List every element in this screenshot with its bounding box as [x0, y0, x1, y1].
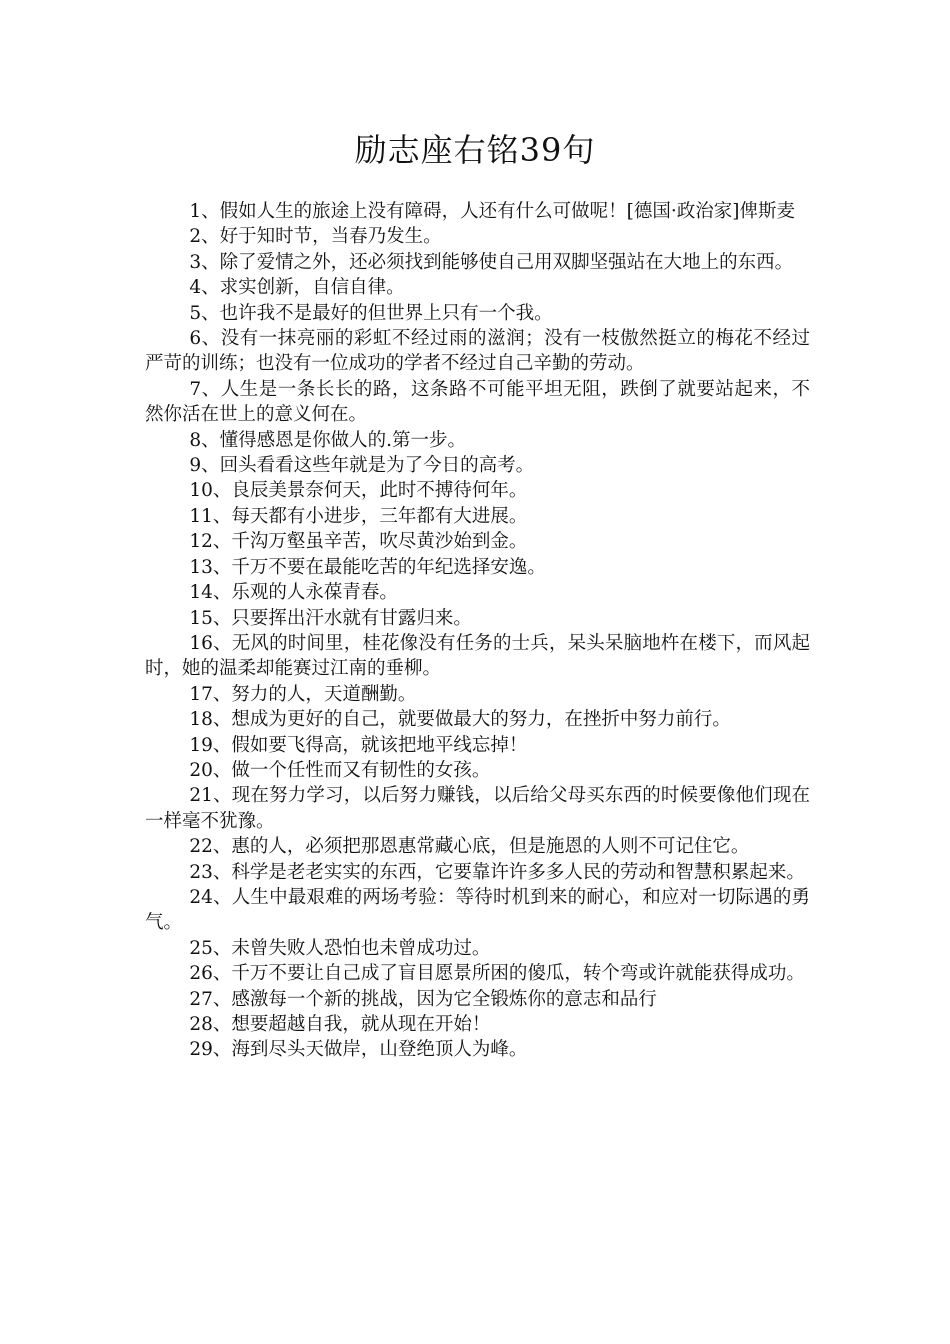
quote-item: 21、现在努力学习，以后努力赚钱，以后给父母买东西的时候要像他们现在一样毫不犹豫。	[145, 785, 810, 832]
quote-item: 28、想要超越自我，就从现在开始！	[189, 1014, 491, 1035]
quote-list	[145, 199, 810, 1063]
quote-item: 29、海到尽头天做岸，山登绝顶人为峰。	[189, 1039, 528, 1061]
quote-item: 7、人生是一条长长的路，这条路不可能平坦无阻，跌倒了就要站起来，不然你活在世上的意义何在。	[145, 378, 810, 426]
quote-item: 9、回头看看这些年就是为了今日的高考。	[189, 455, 535, 477]
quote-item: 11、每天都有小进步，三年都有大进展。	[189, 505, 528, 527]
quote-item: 8、懂得感恩是你做人的.第一步。	[189, 429, 467, 451]
quote-item: 15、只要挥出汗水就有甘露归来。	[189, 607, 472, 629]
quote-item: 12、千沟万壑虽辛苦，吹尽黄沙始到金。	[189, 531, 528, 553]
quote-item: 17、努力的人，天道酬勤。	[189, 683, 417, 705]
quote-item: 16、无风的时间里，桂花像没有任务的士兵，呆头呆脑地杵在楼下，而风起时，她的温柔却能赛过江南的垂柳。	[145, 632, 810, 680]
quote-item: 19、假如要飞得高，就该把地平线忘掉！	[189, 734, 528, 756]
quote-item: 22、惠的人，必须把那恩惠常藏心底，但是施恩的人则不可记住它。	[189, 836, 750, 858]
quote-item: 23、科学是老老实实的东西，它要靠许许多多人民的劳动和智慧积累起来。	[189, 861, 805, 883]
quote-item: 24、人生中最艰难的两场考验：等待时机到来的耐心，和应对一切际遇的勇气。	[145, 886, 810, 934]
quote-item: 6、没有一抹亮丽的彩虹不经过雨的滋润；没有一枝傲然挺立的梅花不经过严苛的训练；也没有一位成功的学者不经过自己辛勤的劳动。	[145, 328, 810, 375]
quote-item: 3、除了爱情之外，还必须找到能够使自己用双脚坚强站在大地上的东西。	[189, 251, 794, 273]
quote-item: 5、也许我不是最好的但世界上只有一个我。	[189, 302, 553, 324]
quote-item: 26、千万不要让自己成了盲目愿景所困的傻瓜，转个弯或许就能获得成功。	[189, 963, 805, 985]
quote-item: 4、求实创新，自信自律。	[189, 277, 405, 299]
quote-item: 18、想成为更好的自己，就要做最大的努力，在挫折中努力前行。	[189, 709, 731, 731]
quote-item: 20、做一个任性而又有韧性的女孩。	[189, 759, 491, 781]
quote-item: 13、千万不要在最能吃苦的年纪选择安逸。	[189, 556, 546, 578]
quote-item: 1、假如人生的旅途上没有障碍，人还有什么可做呢！[德国·政治家]俾斯麦	[189, 201, 795, 222]
quote-item: 25、未曾失败人恐怕也未曾成功过。	[189, 937, 491, 959]
quote-item: 27、感激每一个新的挑战，因为它全锻炼你的意志和品行	[189, 988, 657, 1010]
quote-item: 2、好于知时节，当春乃发生。	[189, 226, 442, 248]
quote-item: 14、乐观的人永葆青春。	[189, 582, 398, 604]
document-title: 励志座右铭39句	[354, 131, 596, 169]
quote-item: 10、良辰美景奈何天，此时不搏待何年。	[189, 480, 528, 502]
